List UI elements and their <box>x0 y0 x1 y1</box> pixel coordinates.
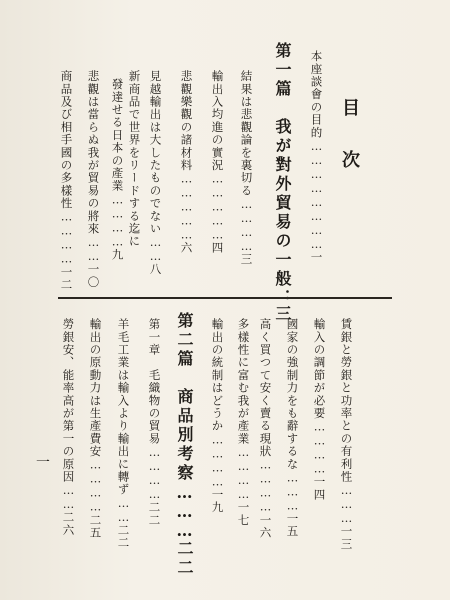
section-divider <box>58 297 392 299</box>
toc-page-number: 一三 <box>339 525 354 551</box>
toc-leader: …… <box>86 235 101 264</box>
toc-page-number: 三 <box>273 305 292 324</box>
toc-entry-text: 高く買つて安く賣る現狀 <box>258 318 273 458</box>
toc-leader: …………… <box>210 171 225 242</box>
toc-title: 目次 <box>339 98 360 202</box>
toc-entry <box>259 318 271 539</box>
toc-leader: …………………… <box>309 138 324 251</box>
toc-leader: ………… <box>258 457 273 514</box>
toc-entry <box>89 318 101 539</box>
toc-entry <box>211 318 223 514</box>
toc-entry <box>310 50 322 264</box>
toc-page-number: 一九 <box>210 488 225 514</box>
toc-entry-text: 羊毛工業は輸入より輸出に轉ず <box>116 318 131 496</box>
toc-entry <box>87 70 99 289</box>
toc-page-number: 一二 <box>59 265 74 292</box>
toc-entry <box>340 318 352 551</box>
toc-leader: ………… <box>236 445 251 501</box>
toc-entry-text: 勞銀安、能率高が第一の原因 <box>61 318 76 484</box>
toc-entry-text: 商品及び相手國の多樣性 <box>59 70 74 210</box>
toc-leader: ……… <box>175 483 194 540</box>
toc-page-number: 二六 <box>61 511 76 537</box>
toc-leader: ………… <box>110 192 125 249</box>
toc-entry <box>237 318 249 526</box>
toc-page-number: 六 <box>179 241 194 255</box>
toc-leader: …… <box>148 235 163 264</box>
toc-entry <box>286 318 298 538</box>
toc-page-number: 一〇 <box>86 263 101 289</box>
toc-page-number: 二二 <box>116 523 131 550</box>
toc-leader: ： <box>273 289 292 305</box>
toc-entry-text: 輸入の調節が必要 <box>312 318 327 420</box>
toc-entry-text: 新商品で世界をリードする迄に <box>127 70 142 248</box>
toc-page-number: 一六 <box>258 513 273 540</box>
toc-entry <box>211 70 223 254</box>
toc-entry-text: 輸出の原動力は生產費安 <box>88 318 103 458</box>
toc-page-number: 一 <box>309 250 324 264</box>
toc-page-number: 四 <box>210 241 225 255</box>
toc-leader: ………… <box>147 445 162 501</box>
toc-leader: …… <box>116 495 131 524</box>
toc-entry-text: 國家の強制力をも辭するな <box>285 318 300 471</box>
toc-entry <box>149 70 161 276</box>
toc-leader: …………… <box>179 171 194 242</box>
toc-page-number: 八 <box>148 263 163 276</box>
toc-leader: ………… <box>210 432 225 489</box>
toc-entry-text: 多樣性に富む我が產業 <box>236 318 251 445</box>
toc-chapter-heading <box>148 318 160 526</box>
toc-page-number: 一七 <box>236 501 251 527</box>
toc-part-heading <box>274 42 290 324</box>
toc-entry-line1 <box>128 70 140 248</box>
toc-page-number: 二二 <box>175 540 194 578</box>
toc-entry-text: 第一章 毛織物の貿易 <box>147 318 162 445</box>
toc-page-number: 九 <box>110 248 125 262</box>
toc-entry-text: 輸出入均進の實況 <box>210 70 225 172</box>
toc-entry-text: 發達せる日本の產業 <box>110 78 125 193</box>
toc-entry-text: 第二篇 商品別考察 <box>175 312 194 483</box>
toc-entry <box>62 318 74 537</box>
toc-part-heading <box>176 312 192 578</box>
toc-entry <box>240 70 252 266</box>
toc-page-number: 一五 <box>285 512 300 538</box>
toc-leader: ………… <box>239 197 254 253</box>
toc-entry <box>313 318 325 501</box>
toc-leader: …… <box>61 483 76 512</box>
toc-page-number: 二二 <box>147 501 162 527</box>
toc-entry-text: 見越輸出は大したものでない <box>148 70 163 236</box>
toc-leader: ………… <box>312 419 327 476</box>
toc-entry-text: 輸出の統制はどうか <box>210 318 225 433</box>
toc-leader: ………… <box>88 457 103 514</box>
toc-page-number: 一四 <box>312 475 327 502</box>
toc-entry <box>60 70 72 291</box>
toc-entry-text: 悲觀は當らぬ我が貿易の將來 <box>86 70 101 236</box>
toc-entry-text: 賃銀と勞銀と功率との有利性 <box>339 318 354 484</box>
toc-entry <box>180 70 192 254</box>
toc-entry-text: 本座談會の目的 <box>309 50 324 139</box>
toc-page-number: 二五 <box>88 513 103 540</box>
toc-entry-text: 第一篇 我が對外貿易の一般 <box>273 42 292 289</box>
toc-page-number: 三 <box>239 253 254 266</box>
toc-leader: ………… <box>59 209 74 266</box>
toc-entry-text: 結果は悲觀論を裏切る <box>239 70 254 197</box>
toc-entry-line2 <box>111 78 123 261</box>
toc-leader: ……… <box>285 470 300 513</box>
page-folio: 一 <box>36 455 50 471</box>
toc-entry <box>117 318 129 549</box>
toc-entry-text: 悲觀樂觀の諸材料 <box>179 70 194 172</box>
toc-leader: ……… <box>339 483 354 526</box>
